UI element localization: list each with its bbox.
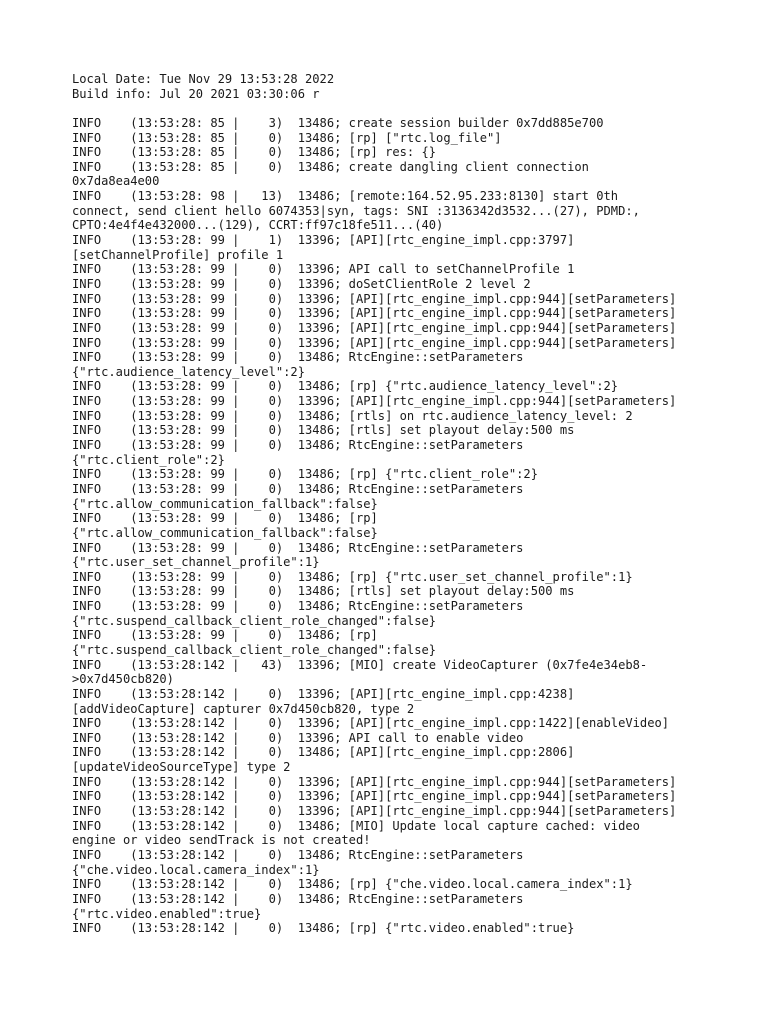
log-line: INFO (13:53:28:142 | 43) 13396; [MIO] create VideoCapturer (0x7fe4e34eb8- xyxy=(72,657,648,672)
log-line: INFO (13:53:28:142 | 0) 13396; API call to enable video xyxy=(72,730,524,745)
log-line: INFO (13:53:28: 99 | 0) 13486; RtcEngine::setParameters xyxy=(72,350,524,365)
log-line: INFO (13:53:28:142 | 0) 13486; RtcEngine::setParameters xyxy=(72,847,524,862)
log-line: INFO (13:53:28: 99 | 0) 13396; [API][rtc_engine_impl.cpp:944][setParameters] xyxy=(72,306,677,321)
log-line: INFO (13:53:28: 99 | 0) 13486; RtcEngine::setParameters xyxy=(72,481,524,496)
log-line: {"rtc.allow_communication_fallback":false} xyxy=(72,525,378,540)
log-line: >0x7d450cb820) xyxy=(72,672,174,687)
log-line: Build info: Jul 20 2021 03:30:06 r xyxy=(72,86,320,101)
log-lines xyxy=(72,72,768,936)
log-line: INFO (13:53:28: 99 | 0) 13396; [API][rtc_engine_impl.cpp:944][setParameters] xyxy=(72,291,677,306)
log-line: INFO (13:53:28: 99 | 0) 13396; API call to setChannelProfile 1 xyxy=(72,262,575,277)
log-line: engine or video sendTrack is not created! xyxy=(72,833,371,848)
log-line: INFO (13:53:28: 99 | 0) 13396; [API][rtc_engine_impl.cpp:944][setParameters] xyxy=(72,335,677,350)
log-line: INFO (13:53:28: 99 | 0) 13486; [rtls] on rtc.audience_latency_level: 2 xyxy=(72,408,633,423)
log-line: [updateVideoSourceType] type 2 xyxy=(72,760,291,775)
log-line: {"rtc.client_role":2} xyxy=(72,452,225,467)
log-line: INFO (13:53:28: 99 | 0) 13486; [rtls] set playout delay:500 ms xyxy=(72,423,575,438)
log-line: {"rtc.audience_latency_level":2} xyxy=(72,364,305,379)
log-line: {"rtc.suspend_callback_client_role_changed":false} xyxy=(72,642,437,657)
log-line: {"rtc.suspend_callback_client_role_changed":false} xyxy=(72,613,437,628)
log-line: INFO (13:53:28:142 | 0) 13486; [rp] {"rtc.video.enabled":true} xyxy=(72,921,575,936)
log-line: INFO (13:53:28: 99 | 0) 13396; [API][rtc_engine_impl.cpp:944][setParameters] xyxy=(72,394,677,409)
log-line: INFO (13:53:28:142 | 0) 13396; [API][rtc_engine_impl.cpp:1422][enableVideo] xyxy=(72,716,670,731)
log-line: INFO (13:53:28:142 | 0) 13396; [API][rtc_engine_impl.cpp:944][setParameters] xyxy=(72,789,677,804)
log-line: INFO (13:53:28: 99 | 0) 13486; [rp] xyxy=(72,628,378,643)
log-line: INFO (13:53:28: 98 | 13) 13486; [remote:164.52.95.233:8130] start 0th xyxy=(72,189,619,204)
log-line: INFO (13:53:28:142 | 0) 13396; [API][rtc_engine_impl.cpp:944][setParameters] xyxy=(72,804,677,819)
log-line: INFO (13:53:28: 99 | 0) 13486; RtcEngine::setParameters xyxy=(72,599,524,614)
log-line: INFO (13:53:28:142 | 0) 13486; RtcEngine::setParameters xyxy=(72,891,524,906)
log-line: [setChannelProfile] profile 1 xyxy=(72,247,284,262)
log-line: INFO (13:53:28: 99 | 1) 13396; [API][rtc_engine_impl.cpp:3797] xyxy=(72,233,575,248)
log-line: INFO (13:53:28: 85 | 0) 13486; [rp] ["rtc.log_file"] xyxy=(72,130,502,145)
log-line: INFO (13:53:28: 99 | 0) 13486; [rp] {"rtc.user_set_channel_profile":1} xyxy=(72,569,633,584)
log-line: INFO (13:53:28:142 | 0) 13486; [API][rtc_engine_impl.cpp:2806] xyxy=(72,745,575,760)
log-line: INFO (13:53:28: 99 | 0) 13486; [rp] xyxy=(72,511,378,526)
log-line: 0x7da8ea4e00 xyxy=(72,174,160,189)
log-line: {"rtc.video.enabled":true} xyxy=(72,906,262,921)
log-line: Local Date: Tue Nov 29 13:53:28 2022 xyxy=(72,72,335,86)
log-line xyxy=(72,101,768,116)
log-line: CPTO:4e4f4e432000...(129), CCRT:ff97c18fe511...(40) xyxy=(72,218,444,233)
log-line: INFO (13:53:28: 99 | 0) 13486; RtcEngine::setParameters xyxy=(72,540,524,555)
log-line: {"che.video.local.camera_index":1} xyxy=(72,862,320,877)
log-line: {"rtc.user_set_channel_profile":1} xyxy=(72,555,320,570)
log-line: INFO (13:53:28: 99 | 0) 13486; [rtls] set playout delay:500 ms xyxy=(72,584,575,599)
log-line: INFO (13:53:28: 99 | 0) 13486; RtcEngine::setParameters xyxy=(72,438,524,453)
log-line: INFO (13:53:28: 85 | 3) 13486; create session builder 0x7dd885e700 xyxy=(72,115,604,130)
log-line: INFO (13:53:28: 85 | 0) 13486; create dangling client connection xyxy=(72,159,589,174)
log-line: INFO (13:53:28:142 | 0) 13486; [MIO] Update local capture cached: video xyxy=(72,818,640,833)
log-line: INFO (13:53:28: 85 | 0) 13486; [rp] res: {} xyxy=(72,145,437,160)
log-line: INFO (13:53:28:142 | 0) 13396; [API][rtc_engine_impl.cpp:4238] xyxy=(72,686,575,701)
log-line: INFO (13:53:28: 99 | 0) 13486; [rp] {"rtc.client_role":2} xyxy=(72,467,538,482)
log-line: INFO (13:53:28:142 | 0) 13486; [rp] {"che.video.local.camera_index":1} xyxy=(72,877,633,892)
log-line: [addVideoCapture] capturer 0x7d450cb820, type 2 xyxy=(72,701,415,716)
log-line: INFO (13:53:28:142 | 0) 13396; [API][rtc_engine_impl.cpp:944][setParameters] xyxy=(72,774,677,789)
log-line: {"rtc.allow_communication_fallback":false} xyxy=(72,496,378,511)
log-line: INFO (13:53:28: 99 | 0) 13396; doSetClientRole 2 level 2 xyxy=(72,276,531,291)
log-line: INFO (13:53:28: 99 | 0) 13486; [rp] {"rtc.audience_latency_level":2} xyxy=(72,379,619,394)
log-line: INFO (13:53:28: 99 | 0) 13396; [API][rtc_engine_impl.cpp:944][setParameters] xyxy=(72,320,677,335)
log-line: connect, send client hello 6074353|syn, tags: SNI :3136342d3532...(27), PDMD:, xyxy=(72,203,640,218)
